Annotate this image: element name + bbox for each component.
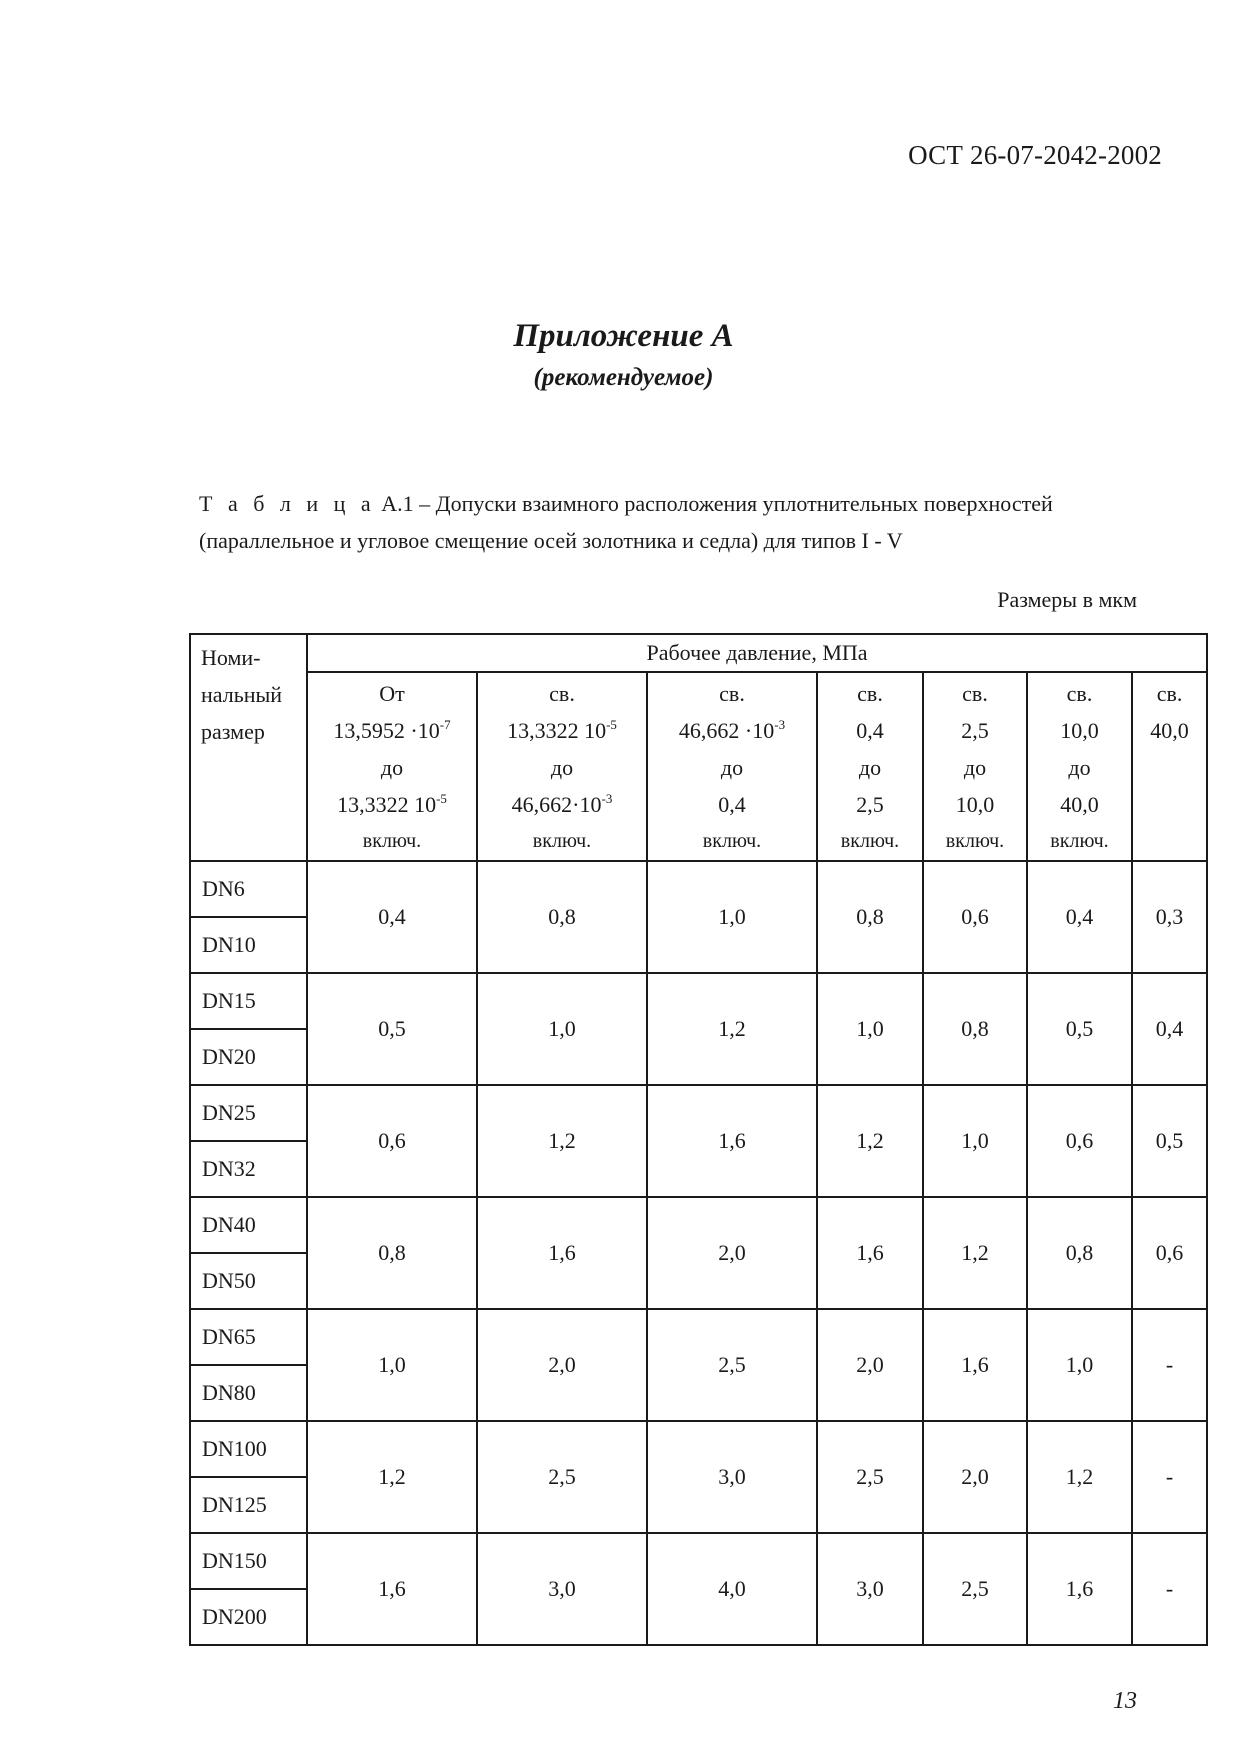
range-line <box>648 712 816 749</box>
range-text: 2,5 <box>961 718 989 743</box>
tolerance-value-cell: 0,3 <box>1132 861 1207 973</box>
range-line <box>648 749 816 786</box>
tolerance-value-cell: 1,2 <box>817 1085 923 1197</box>
range-line <box>1028 749 1131 786</box>
range-text: 46,662 ·10 <box>678 718 775 743</box>
tolerance-value-cell: 1,2 <box>307 1421 477 1533</box>
tolerance-value-cell: 2,0 <box>817 1309 923 1421</box>
range-line <box>478 786 646 823</box>
range-text: 0,4 <box>718 792 746 817</box>
tolerance-value-cell: 1,2 <box>923 1197 1027 1309</box>
pressure-range-header <box>477 672 647 861</box>
nominal-size-cell: DN6 <box>190 861 307 917</box>
range-text: до <box>963 755 987 780</box>
range-text: 40,0 <box>1150 718 1189 743</box>
tolerance-value-cell: 0,8 <box>307 1197 477 1309</box>
caption-text-line2: (параллельное и угловое смещение осей золотника и седла) для типов I - V <box>199 528 903 553</box>
range-exponent: -5 <box>606 717 617 732</box>
tolerance-value-cell: 2,0 <box>477 1309 647 1421</box>
range-line <box>308 749 476 786</box>
tolerance-value-cell: 2,0 <box>923 1421 1027 1533</box>
tolerance-value-cell: 1,6 <box>923 1309 1027 1421</box>
nominal-size-cell: DN150 <box>190 1533 307 1589</box>
range-line <box>308 823 476 860</box>
range-line <box>478 675 646 712</box>
range-text: св. <box>1156 681 1183 706</box>
range-text: св. <box>962 681 988 706</box>
range-text: включ. <box>840 830 900 852</box>
document-code: ОСТ 26-07-2042-2002 <box>908 140 1162 170</box>
tolerance-value-cell: 0,6 <box>1027 1085 1132 1197</box>
tolerance-value-cell: 1,0 <box>923 1085 1027 1197</box>
range-line <box>1133 749 1206 786</box>
range-text: 10,0 <box>1060 718 1099 743</box>
pressure-range-header <box>1132 672 1207 861</box>
tolerance-value-cell: 3,0 <box>477 1533 647 1645</box>
nominal-size-cell: DN80 <box>190 1365 307 1421</box>
nominal-size-cell: DN25 <box>190 1085 307 1141</box>
table-row <box>190 973 1207 1029</box>
range-line <box>1028 675 1131 712</box>
caption-number: А.1 <box>381 491 414 516</box>
tolerance-value-cell: 2,5 <box>923 1533 1027 1645</box>
tolerance-value-cell: 1,0 <box>1027 1309 1132 1421</box>
tolerance-value-cell: 0,6 <box>307 1085 477 1197</box>
tolerance-value-cell: 1,0 <box>307 1309 477 1421</box>
range-text: 10,0 <box>955 792 995 817</box>
range-line <box>924 712 1026 749</box>
range-exponent: -3 <box>601 791 613 806</box>
nominal-size-cell: DN32 <box>190 1141 307 1197</box>
range-text: включ. <box>362 830 422 852</box>
range-text: 13,3322 10 <box>507 718 607 743</box>
caption-text-line1: – Допуски взаимного расположения уплотнительных поверхностей <box>413 491 1053 516</box>
tolerance-value-cell: 0,5 <box>1027 973 1132 1085</box>
range-text: до <box>550 755 574 780</box>
range-text: до <box>1068 755 1091 780</box>
tolerance-value-cell: 0,5 <box>1132 1085 1207 1197</box>
tolerance-value-cell: 0,6 <box>1132 1197 1207 1309</box>
tolerance-value-cell: 0,4 <box>1027 861 1132 973</box>
table-row <box>190 1421 1207 1477</box>
tolerance-value-cell: 2,5 <box>647 1309 817 1421</box>
nominal-size-cell: DN40 <box>190 1197 307 1253</box>
pressure-range-header <box>1027 672 1132 861</box>
tolerance-value-cell: 1,6 <box>817 1197 923 1309</box>
tolerance-table <box>189 633 1208 1646</box>
range-line <box>924 823 1026 860</box>
range-line <box>1133 823 1206 860</box>
range-exponent: -5 <box>436 791 447 806</box>
range-line <box>648 823 816 860</box>
range-line <box>478 749 646 786</box>
table-body <box>190 634 1207 1645</box>
tolerance-value-cell: 4,0 <box>647 1533 817 1645</box>
range-text: 2,5 <box>856 792 884 817</box>
pressure-range-header <box>647 672 817 861</box>
nominal-size-cell: DN65 <box>190 1309 307 1365</box>
range-text: св. <box>719 681 745 706</box>
range-text: 40,0 <box>1060 792 1099 817</box>
row-header-line: размер <box>201 719 265 744</box>
range-line <box>818 712 922 749</box>
range-text: до <box>858 755 882 780</box>
range-text: включ. <box>1050 830 1109 852</box>
range-line <box>818 823 922 860</box>
tolerance-value-cell: 0,5 <box>307 973 477 1085</box>
range-text: От <box>379 681 405 706</box>
range-line <box>818 675 922 712</box>
range-line <box>478 712 646 749</box>
nominal-size-cell: DN100 <box>190 1421 307 1477</box>
range-text: св. <box>1066 681 1093 706</box>
pressure-range-header <box>817 672 923 861</box>
tolerance-value-cell: 0,4 <box>1132 973 1207 1085</box>
range-line <box>308 675 476 712</box>
tolerance-value-cell: 1,2 <box>647 973 817 1085</box>
range-line <box>818 786 922 823</box>
range-line <box>1028 786 1131 823</box>
range-line <box>478 823 646 860</box>
table-row <box>190 1197 1207 1253</box>
range-text: включ. <box>945 830 1005 852</box>
pressure-range-header <box>923 672 1027 861</box>
tolerance-value-cell: 1,6 <box>477 1197 647 1309</box>
tolerance-value-cell: 3,0 <box>647 1421 817 1533</box>
range-text: включ. <box>532 830 592 852</box>
range-line <box>818 749 922 786</box>
range-text: до <box>720 755 744 780</box>
tolerance-value-cell: - <box>1132 1309 1207 1421</box>
range-exponent: -3 <box>774 717 786 732</box>
tolerance-value-cell: 3,0 <box>817 1533 923 1645</box>
range-line <box>1028 823 1131 860</box>
nominal-size-cell: DN10 <box>190 917 307 973</box>
range-text: 13,3322 10 <box>337 792 437 817</box>
range-line <box>308 786 476 823</box>
tolerance-value-cell: 2,0 <box>647 1197 817 1309</box>
nominal-size-cell: DN20 <box>190 1029 307 1085</box>
range-text: 46,662·10 <box>511 792 602 817</box>
tolerance-value-cell: 2,5 <box>817 1421 923 1533</box>
range-line <box>1133 786 1206 823</box>
range-text: до <box>380 755 404 780</box>
range-exponent: -7 <box>439 717 451 732</box>
header-row-group <box>190 634 1207 672</box>
range-line <box>924 786 1026 823</box>
table-row <box>190 1533 1207 1589</box>
tolerance-value-cell: 1,2 <box>1027 1421 1132 1533</box>
appendix-subtitle: (рекомендуемое) <box>533 364 714 391</box>
header-row-ranges <box>190 672 1207 861</box>
range-text: 0,4 <box>856 718 884 743</box>
nominal-size-cell: DN125 <box>190 1477 307 1533</box>
tolerance-value-cell: 2,5 <box>477 1421 647 1533</box>
range-text: св. <box>549 681 575 706</box>
tolerance-value-cell: 1,0 <box>477 973 647 1085</box>
tolerance-value-cell: 1,6 <box>647 1085 817 1197</box>
range-line <box>1028 712 1131 749</box>
row-header-cell <box>190 634 307 861</box>
tolerance-value-cell: 0,4 <box>307 861 477 973</box>
tolerance-value-cell: 1,2 <box>477 1085 647 1197</box>
range-line <box>924 749 1026 786</box>
range-text: св. <box>857 681 883 706</box>
tolerance-value-cell: 0,8 <box>477 861 647 973</box>
appendix-title: Приложение А <box>513 318 734 354</box>
tolerance-value-cell: 1,0 <box>817 973 923 1085</box>
range-line <box>924 675 1026 712</box>
tolerance-value-cell: - <box>1132 1533 1207 1645</box>
units-note: Размеры в мкм <box>997 587 1137 612</box>
tolerance-value-cell: 0,8 <box>1027 1197 1132 1309</box>
range-text: включ. <box>702 830 762 852</box>
table-row <box>190 861 1207 917</box>
range-line <box>648 675 816 712</box>
pressure-group-header: Рабочее давление, МПа <box>307 634 1207 672</box>
tolerance-value-cell: 1,0 <box>647 861 817 973</box>
table-row <box>190 1085 1207 1141</box>
tolerance-value-cell: - <box>1132 1421 1207 1533</box>
tolerance-value-cell: 1,6 <box>307 1533 477 1645</box>
tolerance-value-cell: 0,8 <box>817 861 923 973</box>
range-line <box>1133 675 1206 712</box>
range-text: 13,5952 ·10 <box>333 718 440 743</box>
range-line <box>308 712 476 749</box>
tolerance-value-cell: 1,6 <box>1027 1533 1132 1645</box>
range-line <box>648 786 816 823</box>
nominal-size-cell: DN15 <box>190 973 307 1029</box>
row-header-line: Номи- <box>201 645 261 670</box>
table-caption <box>199 485 1159 559</box>
page-number: 13 <box>1113 1688 1137 1714</box>
pressure-range-header <box>307 672 477 861</box>
range-line <box>1133 712 1206 749</box>
caption-label: Т а б л и ц а <box>199 491 376 516</box>
row-header-line: нальный <box>201 682 283 707</box>
tolerance-value-cell: 0,6 <box>923 861 1027 973</box>
nominal-size-cell: DN200 <box>190 1589 307 1645</box>
nominal-size-cell: DN50 <box>190 1253 307 1309</box>
table-row <box>190 1309 1207 1365</box>
tolerance-value-cell: 0,8 <box>923 973 1027 1085</box>
